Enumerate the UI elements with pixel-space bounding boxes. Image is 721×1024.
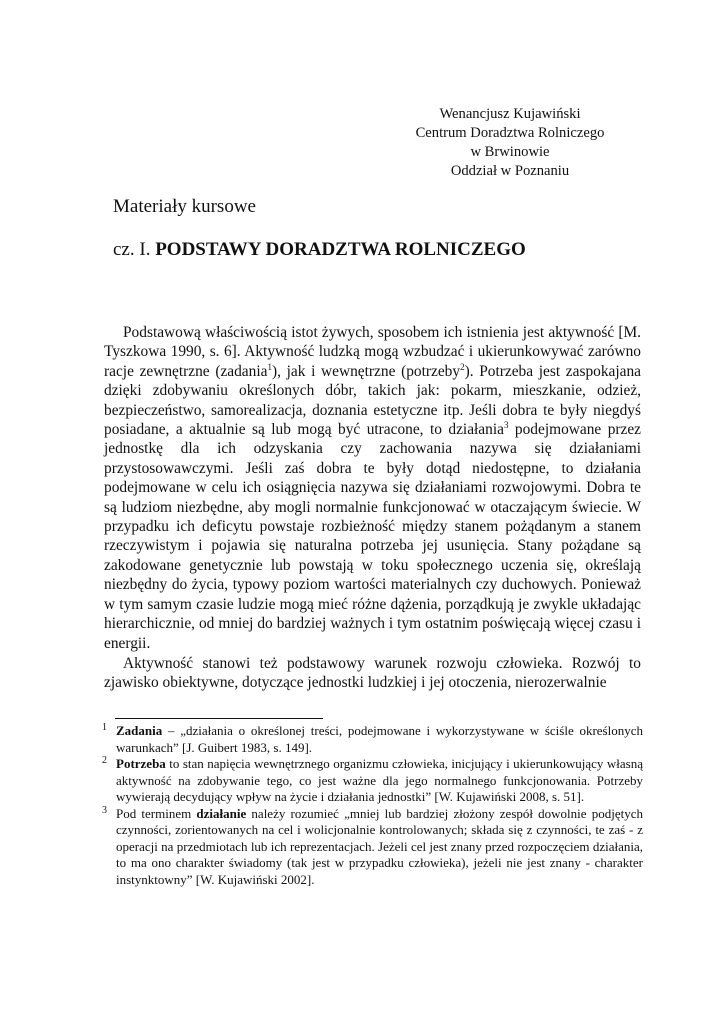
footnote-ref[interactable]: 1 <box>267 361 272 372</box>
institution-line: Oddział w Poznaniu <box>450 163 570 179</box>
body-paragraph <box>104 654 641 693</box>
institution-line: Centrum Doradztwa Rolniczego <box>415 125 605 141</box>
footnote-ref[interactable]: 3 <box>503 419 509 430</box>
footnote <box>102 723 643 756</box>
footnote-text: – „działania o określonej treści, podejmowane i wykorzystywane w ściśle określonych warunkach” [J. Guibert 1983, s. 149]. <box>116 723 643 755</box>
paragraph-text: ), jak i wewnętrzne (potrzeby <box>271 362 461 380</box>
footnote-ref[interactable]: 2 <box>460 361 465 372</box>
footnote <box>102 756 643 806</box>
author-name: Wenancjusz Kujawiński <box>439 106 581 122</box>
paragraph-text: ). Potrzeba jest zaspokajana dzięki zdobywaniu określonych dóbr, takich jak: pokarm, mieszkanie, odzież, bezpieczeństwo, samorealizacja, doznania estetyczne itp. Jeśli dobra te były niegdyś posiadane, a aktualnie są lub mogą być utracone, to działania <box>104 362 642 439</box>
paragraph-text: Aktywność stanowi też podstawowy warunek rozwoju człowieka. Rozwój to zjawisko obiektywne, dotyczące jednostki ludzkiej i jej otoczenia, nierozerwalnie <box>104 655 641 692</box>
footnote-term: działanie <box>196 805 247 821</box>
document-title <box>113 239 526 261</box>
footnote-text: Pod terminem <box>116 805 197 821</box>
footnote <box>102 806 643 889</box>
footnote-number: 3 <box>102 804 107 816</box>
part-title: PODSTAWY DORADZTWA ROLNICZEGO <box>155 239 526 260</box>
footnote-term: Potrzeba <box>116 756 166 771</box>
paragraph-text: Podstawową właściwością istot żywych, sposobem ich istnienia jest aktywność [M. Tyszkowa 1990, s. 6]. Aktywność ludzką mogą wzbudzać i ukierunkowywać zarówno racje zewnętrzne (zadania <box>104 324 641 380</box>
footnote-number: 2 <box>102 755 107 766</box>
footnote-term: Zadania <box>116 723 163 738</box>
author-block <box>390 105 630 181</box>
paragraph-text: podejmowane przez jednostkę dla ich odzyskania czy zachowania nazywa się działaniami przystosowawczymi. Jeśli zaś dobra te były dotąd niedostępne, to działania podejmowane w celu ich osiągnięcia nazywa się działaniami rozwojowymi. Dobra te są ludziom niezbędne, aby mogli normalnie funkcjonować w otaczającym świecie. W przypadku ich deficytu powstaje rozbieżność między stanem pożądanym a stanem rzeczywistym i pojawia się naturalna potrzeba jej usunięcia. Stany pożądane są zakodowane genetycznie lub powstają w toku społecznego uczenia się, określają niezbędny do życia, typowy poziom wartości materialnych czy duchowych. Ponieważ w tym samym czasie ludzie mogą mieć różne dążenia, porządkują je zwykle układając hierarchicznie, od mniej do bardziej ważnych i tym ostatnim poświęcają więcej czasu i energii. <box>104 421 642 652</box>
footnote-text: to stan napięcia wewnętrznego organizmu człowieka, inicjujący i ukierunkowujący własną aktywność na zdobywanie tego, co jest ważne dla jego normalnego funkcjonowania. Potrzeby wywierają decydujący wpływ na życie i działania jednostki” [W. Kujawiński 2008, s. 51]. <box>116 756 643 804</box>
part-prefix: cz. I. <box>113 239 156 260</box>
institution-line: w Brwinowie <box>470 144 550 160</box>
footnote-number: 1 <box>102 722 107 733</box>
footnote-text: należy rozumieć „mniej lub bardziej złożony zespół dowolnie podjętych czynności, zorientowanych na cel i wolicjonalnie kontrolowanych; składa się z czynności, te zaś - z operacji na przedmiotach lub ich reprezentacjach. Jeżeli cel jest znany przed rozpoczęciem działania, to ma ono charakter świadomy (tak jest w przypadku człowieka), jeżeli nie jest znany - charakter instynktowny” [W. Kujawiński 2002]. <box>116 805 643 887</box>
course-label: Materiały kursowe <box>113 196 256 217</box>
footnotes <box>102 723 643 888</box>
body-paragraph <box>104 323 641 653</box>
footnote-separator <box>115 718 323 719</box>
